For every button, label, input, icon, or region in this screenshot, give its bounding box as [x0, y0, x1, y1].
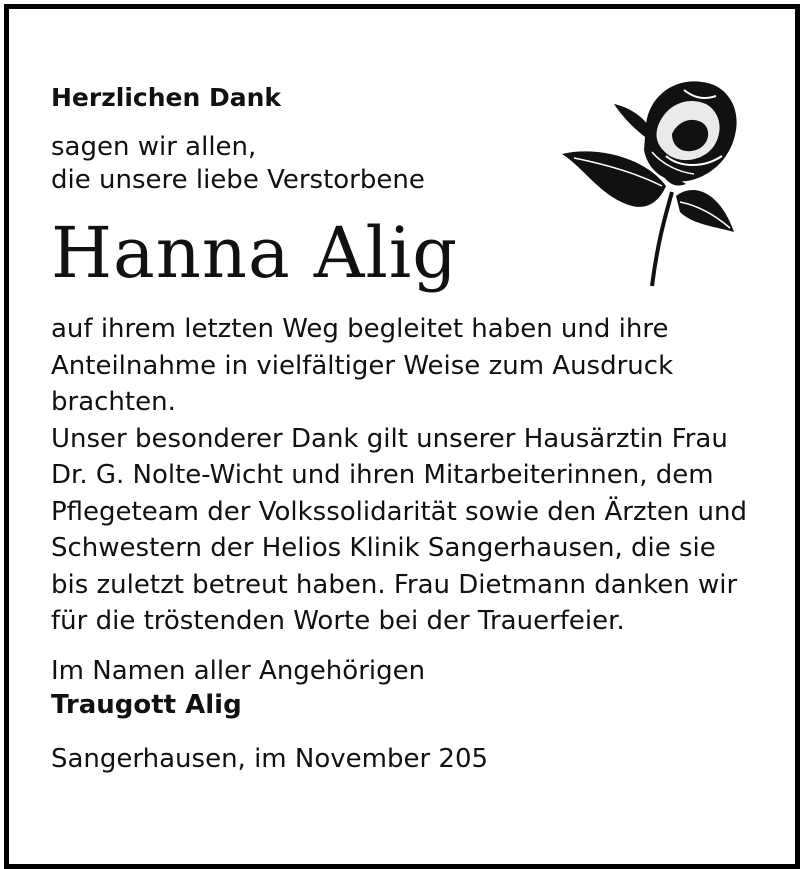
body-line: Anteilnahme in vielfältiger Weise zum Ausdruck	[51, 350, 674, 381]
body-line: Pflegeteam der Volkssolidarität sowie den Ärzten und	[51, 496, 748, 527]
signoff-line: Im Namen aller Angehörigen	[51, 655, 426, 686]
heading: Herzlichen Dank	[51, 83, 282, 112]
body-text	[51, 311, 751, 640]
notice-content	[51, 77, 751, 776]
body-line: Unser besonderer Dank gilt unserer Hausärztin Frau	[51, 423, 728, 454]
body-line: auf ihrem letzten Weg begleitet haben und ihre	[51, 314, 669, 344]
deceased-name: Hanna Alig	[51, 212, 459, 294]
body-line: Dr. G. Nolte-Wicht und ihren Mitarbeiterinnen, dem	[51, 460, 714, 490]
body-line: Schwestern der Helios Klinik Sangerhausen, die sie	[51, 533, 716, 563]
body-line: bis zuletzt betreut haben. Frau Dietmann danken wir	[51, 569, 738, 600]
signer-name: Traugott Alig	[51, 689, 242, 720]
intro-line: die unsere liebe Verstorbene	[51, 165, 425, 195]
obituary-card	[4, 4, 800, 869]
signoff-block	[51, 654, 751, 722]
intro-line: sagen wir allen,	[51, 132, 257, 162]
body-line: für die tröstenden Worte bei der Trauerfeier.	[51, 606, 625, 636]
place-date: Sangerhausen, im November 205	[51, 743, 489, 774]
body-line: brachten.	[51, 387, 176, 417]
intro-text	[51, 131, 751, 197]
